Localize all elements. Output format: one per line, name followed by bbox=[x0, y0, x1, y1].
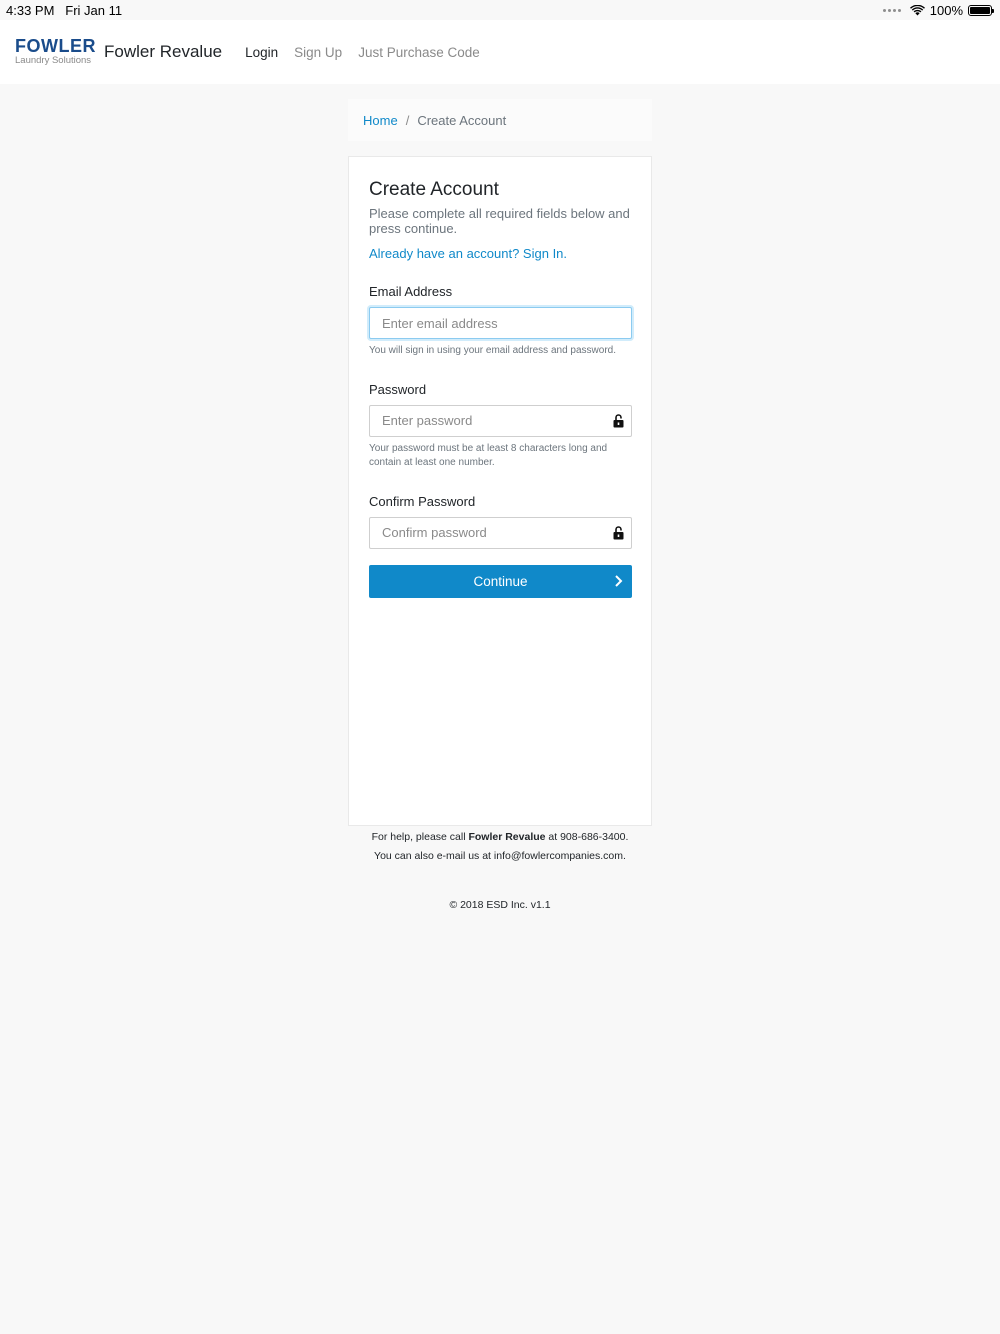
help-phone-line bbox=[348, 828, 652, 847]
email-help: You will sign in using your email address and password. bbox=[369, 345, 616, 356]
status-time bbox=[6, 3, 122, 18]
status-bar bbox=[0, 0, 1000, 20]
confirm-password-label: Confirm Password bbox=[369, 493, 476, 509]
unlock-icon[interactable] bbox=[613, 526, 624, 540]
help-prefix: For help, please call bbox=[371, 831, 469, 843]
password-field[interactable] bbox=[369, 405, 632, 437]
breadcrumb bbox=[348, 99, 652, 141]
help-footer bbox=[348, 828, 652, 865]
status-date: Fri Jan 11 bbox=[65, 3, 123, 18]
confirm-password-field-wrap bbox=[369, 517, 632, 549]
top-navbar bbox=[0, 20, 1000, 84]
form-intro: Please complete all required fields below and press continue. bbox=[369, 206, 630, 236]
signal-dots-icon bbox=[883, 9, 901, 12]
help-email-line: You can also e-mail us at info@fowlercompanies.com. bbox=[374, 849, 626, 862]
page-title: Create Account bbox=[369, 179, 499, 200]
logo-wordmark: FOWLER bbox=[15, 36, 96, 56]
status-indicators bbox=[883, 3, 992, 18]
nav-sign-up[interactable]: Sign Up bbox=[294, 44, 343, 60]
breadcrumb-home[interactable]: Home bbox=[363, 112, 398, 128]
nav-links bbox=[245, 45, 480, 60]
sign-in-link[interactable]: Already have an account? Sign In. bbox=[369, 246, 568, 261]
email-field[interactable] bbox=[369, 307, 632, 339]
create-account-card bbox=[348, 156, 652, 826]
chevron-right-icon bbox=[613, 574, 623, 588]
copyright: © 2018 ESD Inc. v1.1 bbox=[449, 899, 551, 911]
logo-tagline: Laundry Solutions bbox=[15, 55, 92, 66]
continue-button[interactable] bbox=[369, 565, 632, 598]
breadcrumb-current: Create Account bbox=[417, 112, 507, 128]
brand-name[interactable]: Fowler Revalue bbox=[104, 42, 223, 61]
battery-icon bbox=[968, 5, 992, 16]
breadcrumb-separator: / bbox=[405, 112, 410, 128]
password-label: Password bbox=[369, 381, 427, 397]
email-field-wrap bbox=[369, 307, 632, 339]
battery-percent: 100% bbox=[929, 3, 963, 18]
help-suffix: at 908-686-3400. bbox=[545, 831, 629, 843]
email-label: Email Address bbox=[369, 284, 453, 299]
unlock-icon[interactable] bbox=[613, 414, 624, 428]
nav-login[interactable]: Login bbox=[245, 44, 279, 60]
password-field-wrap bbox=[369, 405, 632, 437]
password-help: Your password must be at least 8 characters long and contain at least one number. bbox=[369, 442, 608, 468]
confirm-password-field[interactable] bbox=[369, 517, 632, 549]
fowler-logo[interactable] bbox=[15, 36, 96, 67]
wifi-icon bbox=[910, 5, 925, 16]
help-company: Fowler Revalue bbox=[468, 831, 546, 843]
status-clock: 4:33 PM bbox=[6, 3, 55, 18]
nav-just-purchase-code[interactable]: Just Purchase Code bbox=[358, 44, 480, 60]
continue-button-label: Continue bbox=[473, 573, 528, 589]
